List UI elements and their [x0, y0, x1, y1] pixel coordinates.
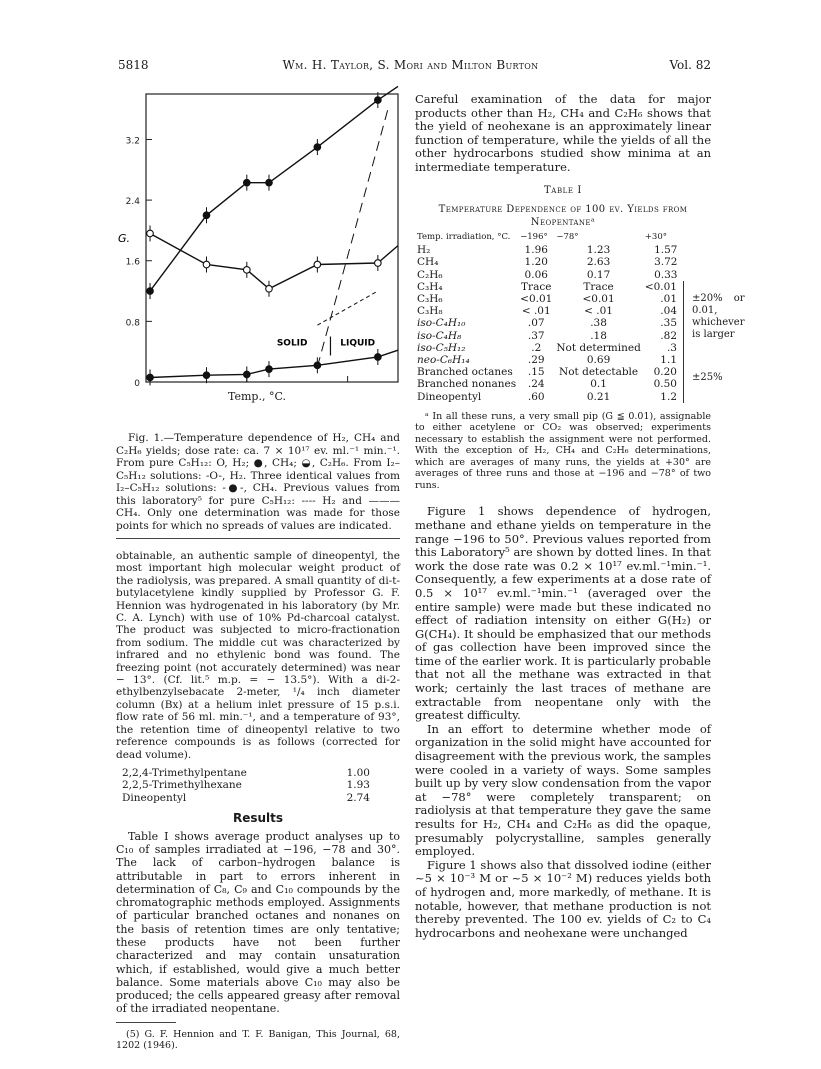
table-compound-cell: C₃H₈ — [417, 305, 443, 318]
table-value-cell: 1.2 — [643, 391, 684, 403]
table-value-cell: 0.06 — [524, 268, 548, 281]
table-caption: Temperature Dependence of 100 ev. Yields from Neopentaneᵃ — [438, 204, 688, 229]
table-value-cell: Trace — [583, 280, 614, 293]
volume-label: Vol. 82 — [669, 58, 711, 72]
divider — [116, 538, 400, 539]
table-value-cell: <0.01 — [520, 293, 553, 306]
data-point-h2 — [203, 261, 210, 268]
table-row — [415, 281, 747, 293]
series-line-c2h6 — [150, 350, 398, 377]
table-value-cell: .38 — [590, 317, 607, 330]
data-point-ch4 — [266, 179, 273, 186]
table-value-cell: Trace — [521, 280, 552, 293]
table-value-cell: 3.72 — [654, 256, 678, 269]
table-row — [415, 256, 747, 268]
region-liquid-label: LIQUID — [340, 338, 376, 349]
table-compound-cell: C₃H₆ — [417, 293, 443, 306]
table-value-cell: 1.20 — [524, 256, 548, 269]
retention-value: 1.00 — [346, 766, 370, 779]
body-paragraph: Table I shows average product analyses up to C₁₀ of samples irradiated at −196, −78 and 30°. The lack of carbon–hydrogen balance is attributable in part to errors inherent in determination of C₈, C₉ and C₁₀ compounds by the chromatographic methods employed. Assignments of particular branched octanes and nonanes on the basis of retention times are only tentative; these products have not been further characterized and may contain unsaturation which, if established, would give a much better balance. Some materials above C₁₀ may also be produced; the cells appeared greasy after removal of the irradiated neopentane. — [116, 829, 400, 1016]
running-header — [0, 58, 821, 76]
previous-h2-line — [317, 291, 377, 325]
table-value-cell: 2.63 — [586, 256, 611, 269]
retention-value: 1.93 — [346, 779, 370, 792]
table-compound-cell: CH₄ — [417, 256, 439, 269]
table-compound-cell: iso-C₅H₁₂ — [417, 341, 466, 354]
body-paragraph: Figure 1 shows also that dissolved iodine (either ~5 × 10⁻³ M or ~5 × 10⁻² M) reduces yields both of hydrogen and, more markedly, of methane. It is notable, however, that methane production is not thereby prevented. The 100 ev. yields of C₂ to C₄ hydrocarbons and neohexane were unchanged — [415, 857, 711, 940]
table-value-cell: 0.17 — [586, 268, 611, 281]
table-value-cell: 0.50 — [643, 378, 684, 390]
data-point-h2 — [266, 285, 273, 292]
table-value-cell: Not determined — [556, 341, 641, 354]
table-value-cell: .18 — [590, 329, 607, 342]
series-line-ch4 — [150, 86, 398, 291]
table-value-cell: .01 — [643, 293, 684, 305]
data-point-h2 — [147, 230, 154, 237]
y-tick-label: 0.8 — [125, 318, 140, 329]
table-footnote — [415, 411, 711, 492]
table-footnote-text: ᵃ In all these runs, a very small pip (G ≦ 0.01), assignable to either acetylene or CO₂ was observed; experiments necessary to establish the assignment were not performed. With the exception of H₂, CH₄ and C₂H₆ determinations, which are averages of many runs, the yields at +30° are averages of three runs and those at −196 and −78° of two runs. — [415, 410, 711, 491]
figure-caption — [116, 432, 400, 545]
table-precision-note: ±20% or 0.01, whichever is larger — [692, 293, 745, 341]
table-compound-cell: iso-C₄H₈ — [417, 329, 462, 342]
table-value-cell: <0.01 — [643, 281, 684, 293]
table-value-cell: <0.01 — [582, 293, 615, 306]
table-value-cell: .15 — [527, 366, 545, 379]
table-compound-cell: Branched octanes — [417, 366, 513, 379]
figure-1 — [110, 86, 404, 432]
body-paragraph: In an effort to determine whether mode of organization in the solid might have accounted for disagreement with the previous work, the samples were cooled in a variety of ways. Some samples built up by very slow condensation from the vapor at −78° were completely transparent; on radiolysis at that temperature they gave the same results for H₂, CH₄ and C₂H₆ as did the opaque, presumably polycrystalline, samples generally employed. — [415, 721, 711, 859]
retention-compound: 2,2,4-Trimethylpentane — [122, 766, 247, 779]
data-point-h2 — [244, 267, 251, 274]
data-point-ch4 — [147, 288, 154, 295]
table-precision-note: ±25% — [692, 372, 723, 384]
table-compound-cell: iso-C₄H₁₀ — [417, 317, 466, 330]
table-value-cell: .24 — [527, 378, 545, 391]
section-title: Results — [232, 811, 284, 826]
table-value-cell: .29 — [527, 354, 545, 367]
page-number: 5818 — [118, 58, 149, 72]
table-header-cell: Temp. irradiation, °C. — [417, 232, 511, 243]
data-point-ch4 — [244, 179, 251, 186]
table-value-cell: .35 — [643, 317, 684, 329]
table-value-cell: 1.1 — [643, 354, 684, 366]
table-value-cell: .37 — [527, 329, 545, 342]
table-value-cell: .60 — [527, 390, 545, 403]
retention-value: 2.74 — [346, 791, 370, 804]
y-tick-label: 0 — [134, 379, 140, 386]
y-tick-label: 2.4 — [125, 197, 140, 208]
retention-row — [116, 767, 400, 780]
table-compound-cell: C₃H₄ — [417, 280, 443, 293]
table-label: Table I — [544, 185, 582, 196]
table-value-cell: .07 — [527, 317, 545, 330]
table-value-cell: 1.96 — [524, 244, 548, 257]
table-header-cell: −196° — [520, 232, 548, 243]
body-paragraph: Careful examination of the data for major products other than H₂, CH₄ and C₂H₆ shows that the yield of neohexane is an approximately linear function of temperature, while the yields of all the other hydrocarbons studied show minima at an intermediate temperature. — [415, 92, 711, 174]
table-compound-cell: neo-C₆H₁₄ — [417, 354, 470, 367]
table-value-cell: 0.20 — [643, 366, 684, 378]
data-point-h2 — [314, 261, 321, 268]
table-compound-cell: Branched nonanes — [417, 378, 517, 391]
table-header-cell: −78° — [556, 232, 579, 243]
running-authors: Wm. H. Taylor, S. Mori and Milton Burton — [282, 58, 539, 72]
retention-compound: 2,2,5-Trimethylhexane — [122, 779, 242, 792]
table-value-cell: Not detectable — [559, 366, 639, 379]
table-1 — [415, 233, 747, 403]
table-value-cell: .82 — [643, 330, 684, 342]
footnote: (5) G. F. Hennion and T. F. Banigan, This Journal, 68, 1202 (1946). — [116, 1028, 400, 1052]
right-column — [415, 92, 745, 940]
data-point-ch4 — [375, 97, 382, 104]
data-point-c2h6 — [203, 372, 210, 379]
table-value-cell: .2 — [531, 341, 542, 354]
table-row — [415, 354, 747, 366]
x-axis-label: Temp., °C. — [228, 390, 286, 403]
table-value-cell: .3 — [643, 342, 684, 354]
body-paragraph: Figure 1 shows dependence of hydrogen, methane and ethane yields on temperature in the range −196 to 50°. Previous values reported from this Laboratory⁵ are shown by dotted lines. In that work the dose rate was 0.2 × 10¹⁷ ev.ml.⁻¹min.⁻¹. Consequently, a few experiments at a dose rate of 0.5 × 10¹⁷ ev.ml.⁻¹min.⁻¹ (averaged over the entire sample) were made but these indicated no effect of radiation intensity on either G(H₂) or G(CH₄). It should be emphasized that our methods of gas collection have been improved since the time of the earlier work. It is particularly probable that not all the methane was extracted in that work; certainly the last traces of methane are extractable from neopentane only with the greatest difficulty. — [415, 504, 711, 723]
region-solid-label: SOLID — [276, 338, 308, 349]
table-value-cell: 0.33 — [654, 268, 678, 281]
retention-compound: Dineopentyl — [122, 791, 187, 804]
y-tick-label: 1.6 — [125, 257, 140, 268]
y-axis-label: G. — [118, 231, 131, 245]
data-point-c2h6 — [266, 366, 273, 373]
table-value-cell: 0.1 — [590, 378, 607, 391]
table-value-cell: 1.57 — [654, 244, 678, 257]
table-header-cell: +30° — [644, 232, 668, 243]
body-paragraph: obtainable, an authentic sample of dineopentyl, the most important high molecular weight product of the radiolysis, was prepared. A small quantity of di-t-butylacetylene kindly supplied by Professor G. F. Hennion was hydrogenated in his laboratory (by Mr. C. A. Lynch) with use of 10% Pd-charcoal catalyst. The product was subjected to micro-fractionation from sodium. The middle cut was characterized by infrared and no ethylenic bond was found. The freezing point (not accurately determined) was near − 13°. (Cf. lit.⁵ m.p. = − 13.5°). With a di-2-ethylbenzylsebacate 2-meter, ¹/₄ inch diameter column (Bx) at a helium inlet pressure of 15 p.s.i. flow rate of 56 ml. min.⁻¹, and a temperature of 93°, the retention time of dineopentyl relative to two reference compounds is as follows (corrected for dead volume). — [116, 550, 400, 761]
table-compound-cell: H₂ — [417, 244, 431, 257]
data-point-ch4 — [314, 144, 321, 151]
table-value-cell: 0.21 — [586, 390, 611, 403]
retention-table — [116, 767, 400, 805]
data-point-ch4 — [203, 212, 210, 219]
retention-row — [116, 792, 400, 805]
retention-row — [116, 779, 400, 792]
table-value-cell: 1.23 — [586, 244, 611, 257]
y-tick-label: 3.2 — [125, 136, 140, 147]
data-point-c2h6 — [244, 371, 251, 378]
data-point-c2h6 — [375, 354, 382, 361]
data-point-c2h6 — [147, 374, 154, 381]
data-point-h2 — [375, 260, 382, 267]
figure-caption-text: Fig. 1.—Temperature dependence of H₂, CH₄ and C₂H₆ yields; dose rate: ca. 7 × 10¹⁷ ev. ml.⁻¹ min.⁻¹. From pure C₅H₁₂: O, H₂; ●, CH₄; ◒, C₂H₆. From I₂–C₅H₁₂ solutions: -O-, H₂. Three identical values from I₂–C₅H₁₂ solutions: -●-, CH₄. Previous values from this laboratory⁵ for pure C₅H₁₂: ---- H₂ and ——— CH₄. Only one determination was made for those points for which no spreads of values are indicated. — [116, 432, 400, 532]
table-value-cell: < .01 — [521, 305, 551, 318]
table-value-cell: < .01 — [584, 305, 613, 318]
table-compound-cell: Dineopentyl — [417, 390, 482, 403]
table-compound-cell: C₂H₆ — [417, 268, 443, 281]
figure-1-chart — [110, 86, 404, 386]
table-value-cell: .04 — [643, 305, 684, 317]
table-header-row — [415, 233, 747, 244]
previous-ch4-line — [317, 109, 388, 367]
footnote-divider — [116, 1022, 176, 1023]
table-value-cell: 0.69 — [586, 354, 611, 367]
table-row — [415, 244, 747, 256]
table-row — [415, 269, 747, 281]
